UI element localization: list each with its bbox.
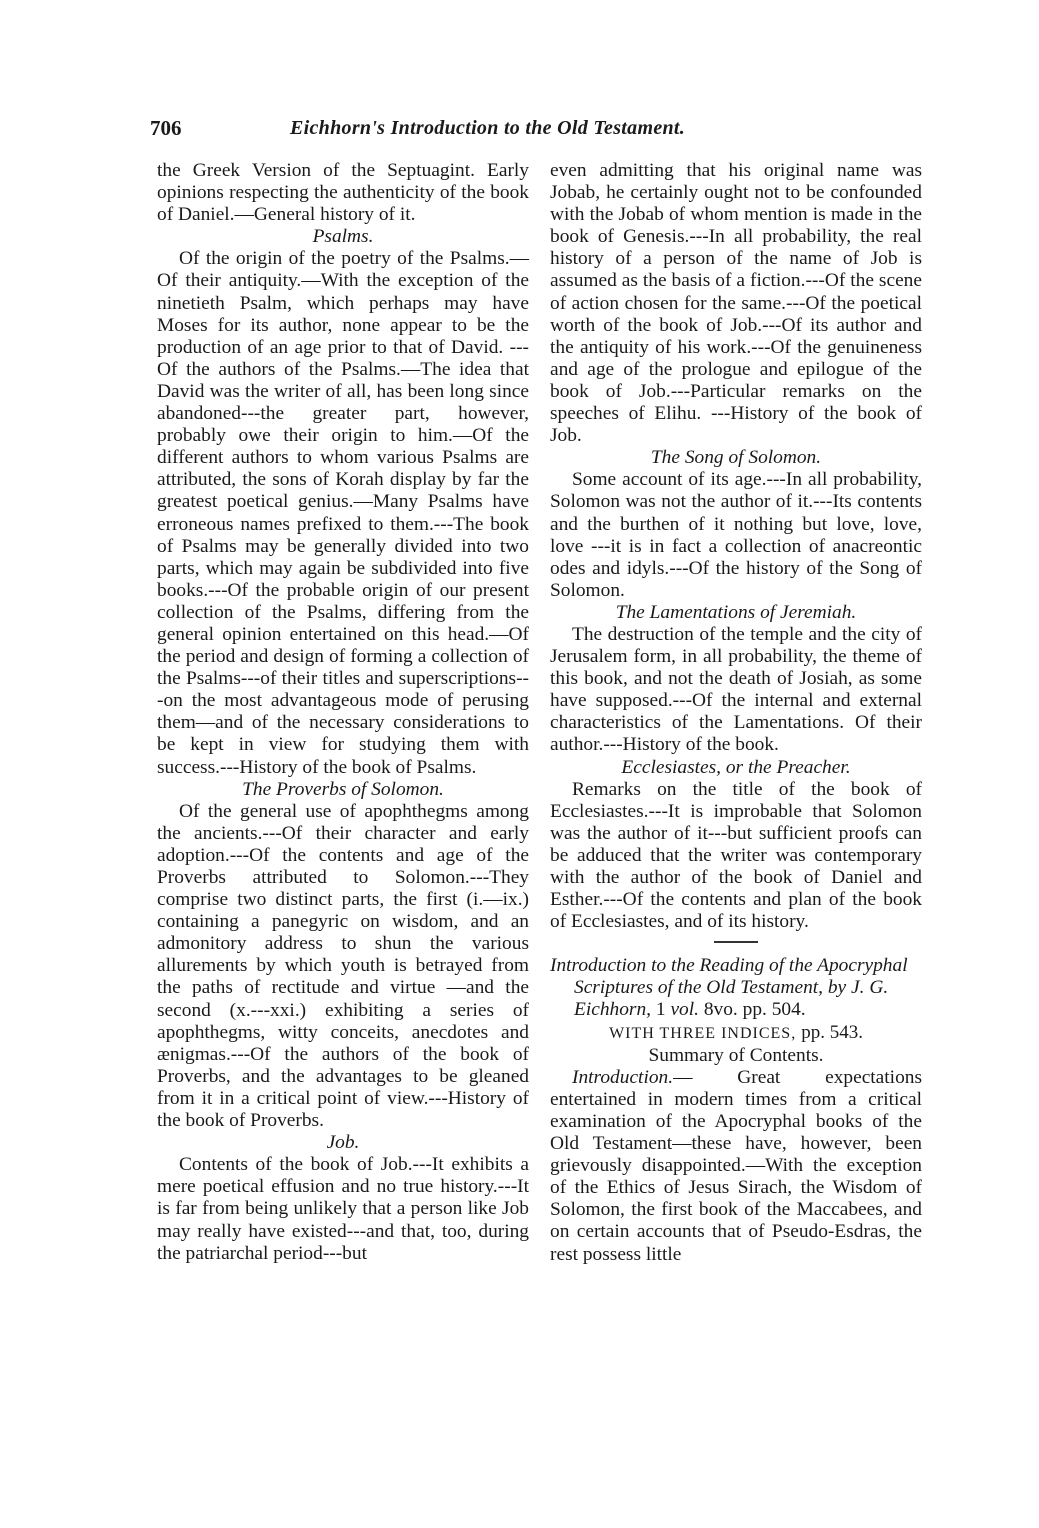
proverbs-heading: The Proverbs of Solomon. [242, 778, 444, 800]
page-number: 706 [150, 116, 182, 140]
indices-pages: pp. 543. [801, 1021, 863, 1043]
lamentations-heading: The Lamentations of Jeremiah. [615, 601, 857, 623]
indices-line [550, 1022, 922, 1045]
running-head [150, 116, 930, 146]
psalms-heading: Psalms. [312, 226, 374, 248]
job-continued-paragraph: even admitting that his original name was Jobab, he certainly ought not to be confounded with the Jobab of whom mention is made in the book of Genesis.---In all probability, the real history of a person of the name of Job is assumed as the basis of a fiction.---Of the scene of action chosen for the same.---Of the poetical worth of the book of Job.---Of its author and the antiquity of his work.---Of the genuineness and age of the prologue and epilogue of the book of Job.---Particular remarks on the speeches of Elihu. ---History of the book of Job. [550, 160, 922, 447]
job-paragraph: Contents of the book of Job.---It exhibits a mere poetical effusion and no true history.---It is far from being unlikely that a person like Job may really have existed---and that, too, during the patriarchal period---but [157, 1154, 529, 1264]
summary-heading: Summary of Contents. [648, 1044, 824, 1066]
psalms-paragraph: Of the origin of the poetry of the Psalms.—Of their antiquity.—With the exception of the ninetieth Psalm, which perhaps may have Moses for its author, none appear to be the production of an age prior to that of David. ---Of the authors of the Psalms.—The idea that David was the writer of all, has been long since abandoned---the greater part, however, probably owe their origin to him.—Of the different authors to whom various Psalms are attributed, the sons of Korah display by far the greatest poetical genius.—Many Psalms have erroneous names prefixed to them.---The book of Psalms may be generally divided into two parts, which may again be subdivided into five books.---Of the probable origin of our present collection of the Psalms, differing from the general opinion entertained on this head.—Of the period and design of forming a collection of the Psalms---of their titles and superscriptions---on the most advantageous mode of perusing them—and of the necessary considerations to be kept in view for studying them with success.---History of the book of Psalms. [157, 248, 529, 778]
section-divider [714, 941, 758, 943]
introduction-lead-in: Introduction. [572, 1066, 674, 1088]
book-title-volume-label: vol. [670, 999, 699, 1021]
introduction-text: — Great expectations entertained in modern times from a critical examination of the Apocryphal books of the Old Testament—these have, however, been grievously disappointed.—With the exception of the Ethics of Jesus Sirach, the Wisdom of Solomon, the first book of the Maccabees, and on certain accounts that of Pseudo-Esdras, the rest possess little [550, 1066, 922, 1265]
proverbs-paragraph: Of the general use of apophthegms among the ancients.---Of their character and early adoption.---Of the contents and age of the Proverbs attributed to Solomon.---They comprise two distinct parts, the first (i.—ix.) containing a panegyric on wisdom, and an admonitory address to shun the various allurements by which youth is betrayed from the paths of rectitude and virtue —and the second (x.---xxi.) exhibiting a series of apophthegms, witty conceits, anecdotes and ænigmas.---Of the authors of the book of Proverbs, and the advantages to be gleaned from it in a critical point of view.---History of the book of Proverbs. [157, 800, 529, 1132]
introduction-paragraph [550, 1067, 922, 1266]
right-column [550, 160, 922, 1266]
daniel-continued-paragraph: the Greek Version of the Septuagint. Early opinions respecting the authenticity of the book of Daniel.—General history of it. [157, 160, 529, 226]
indices-label: WITH THREE INDICES, [609, 1024, 797, 1042]
book-title-volume-number: 1 [655, 999, 666, 1021]
left-column [157, 160, 529, 1265]
book-title-text: Introduction to the Reading of the Apocryphal Scriptures of the Old Testament, by J. G. Eichhorn, [550, 955, 908, 1021]
job-heading: Job. [326, 1132, 360, 1154]
song-heading: The Song of Solomon. [650, 447, 822, 469]
song-paragraph: Some account of its age.---In all probability, Solomon was not the author of it.---Its contents and the burthen of it nothing but love, love, love ---it is in fact a collection of anacreontic odes and idyls.---Of the history of the Song of Solomon. [550, 469, 922, 601]
ecclesiastes-heading: Ecclesiastes, or the Preacher. [621, 756, 851, 778]
ecclesiastes-paragraph: Remarks on the title of the book of Ecclesiastes.---It is improbable that Solomon was the author of it---but sufficient proofs can be adduced that the writer was contemporary with the author of the book of Daniel and Esther.---Of the contents and plan of the book of Ecclesiastes, and of its history. [550, 778, 922, 933]
book-title-format: 8vo. pp. 504. [703, 999, 806, 1021]
lamentations-paragraph: The destruction of the temple and the city of Jerusalem form, in all probability, the theme of this book, and not the death of Josiah, as some have supposed.---Of the internal and external characteristics of the Lamentations. Of their author.---History of the book. [550, 623, 922, 756]
running-title: Eichhorn's Introduction to the Old Testament. [290, 117, 686, 139]
book-title [550, 955, 922, 1021]
